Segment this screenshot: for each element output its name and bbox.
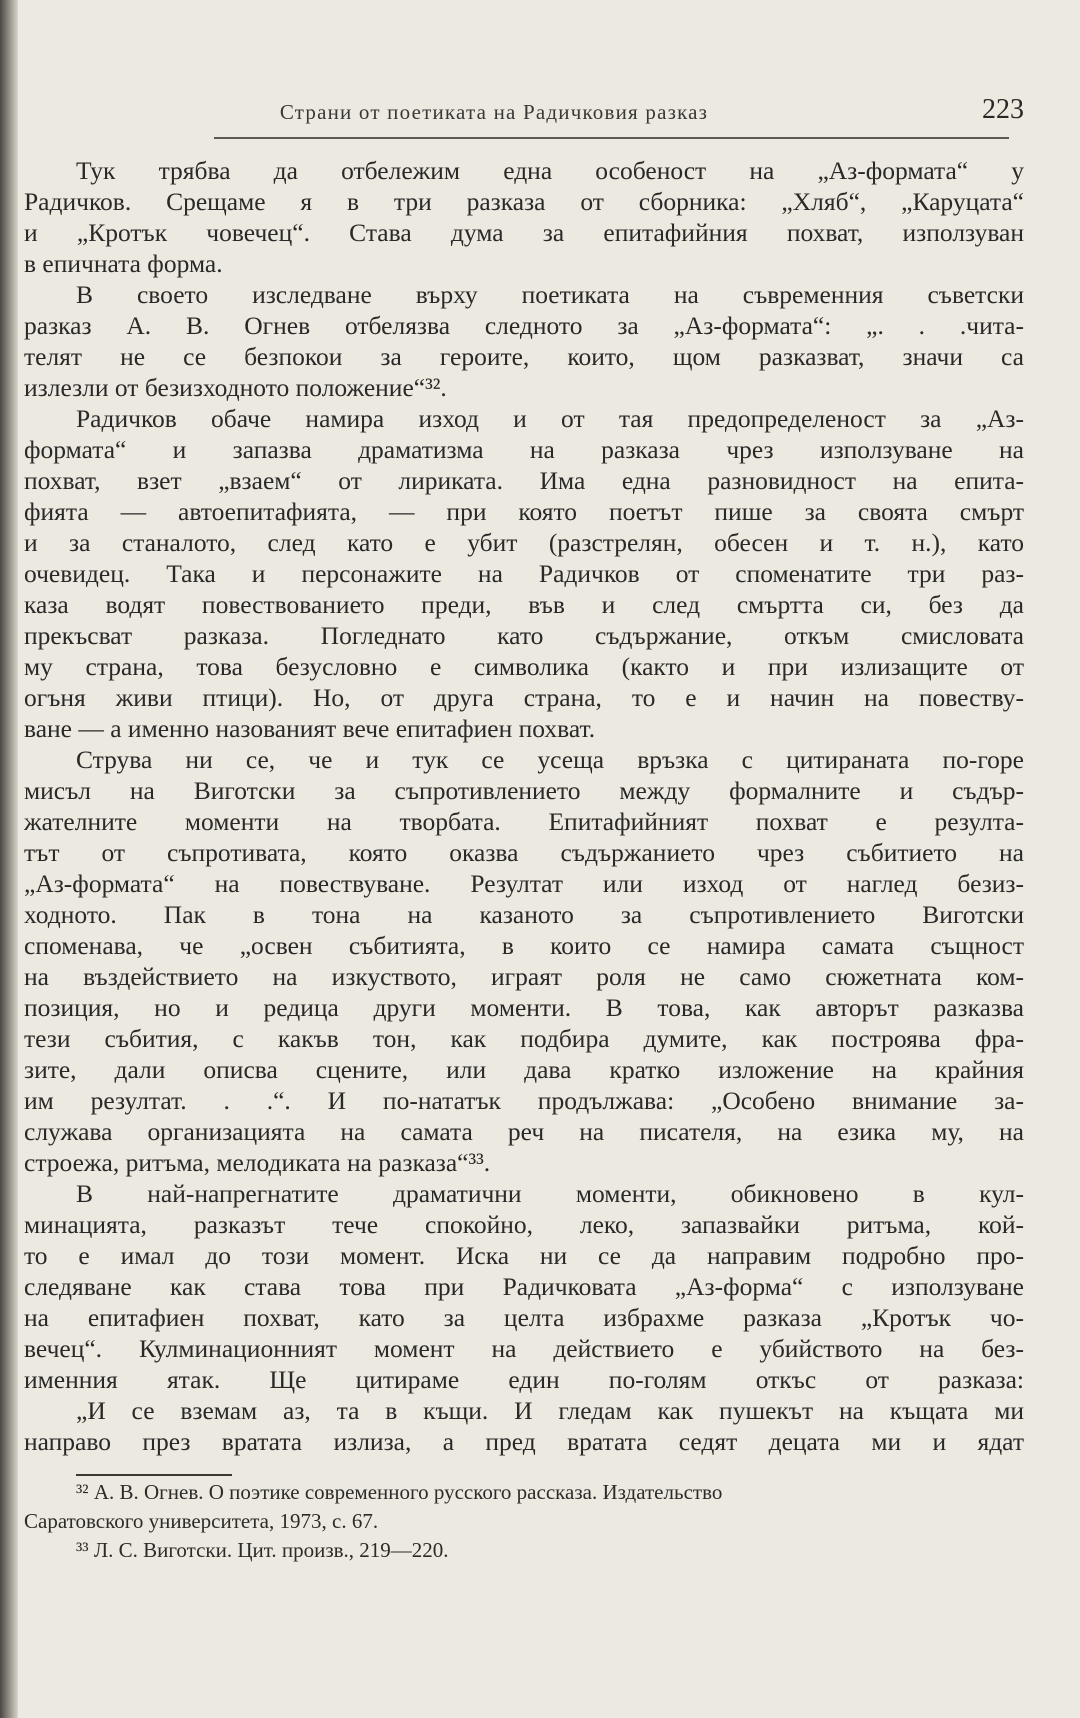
- text-line: минацията, разказът тече спокойно, леко, запазвайки ритъма, кой-: [24, 1210, 1024, 1239]
- text-line: похват, взет „взаем“ от лириката. Има една разновидност на епита-: [24, 466, 1024, 495]
- text-line: „И се вземам аз, та в къщи. И гледам как пушекът на къщата ми: [76, 1396, 1024, 1425]
- text-line: „Аз-формата“ на повествуване. Резултат или изход от наглед безиз-: [24, 869, 1024, 898]
- text-line: следяване как става това при Радичковата „Аз-форма“ с използуване: [24, 1272, 1024, 1301]
- text-line: служава организацията на самата реч на писателя, на езика му, на: [24, 1117, 1024, 1146]
- text-line: формата“ и запазва драматизма на разказа чрез използуване на: [24, 435, 1024, 464]
- footnote-rule: [76, 1474, 232, 1476]
- text-line: каза водят повествованието преди, във и след смъртта си, без да: [24, 590, 1024, 619]
- text-line: Струва ни се, че и тук се усеща връзка с цитираната по-горе: [76, 745, 1024, 774]
- text-line: зите, дали описва сцените, или дава кратко изложение на крайния: [24, 1055, 1024, 1084]
- body-text: [24, 155, 1024, 1457]
- book-page: [24, 0, 1024, 1718]
- text-line: мисъл на Виготски за съпротивлението между формалните и съдър-: [24, 776, 1024, 805]
- binding-shadow: [0, 0, 18, 1718]
- text-line: телят не се безпокои за героите, които, щом разказват, значи са: [24, 342, 1024, 371]
- text-line: вечец“. Кулминационният момент на действието е убийството на без-: [24, 1334, 1024, 1363]
- header-rule: [214, 137, 1009, 139]
- text-line: ходното. Пак в тона на казаното за съпротивлението Виготски: [24, 900, 1024, 929]
- text-line: В своето изследване върху поетиката на съвременния съветски: [76, 280, 1024, 309]
- page-number: 223: [982, 94, 1024, 125]
- text-line: и „Кротък човечец“. Става дума за епитафийния похват, използуван: [24, 218, 1024, 247]
- text-line: фията — автоепитафията, — при която поетът пише за своята смърт: [24, 497, 1024, 526]
- text-line: то е имал до този момент. Иска ни се да направим подробно про-: [24, 1241, 1024, 1270]
- text-line: направо през вратата излиза, а пред вратата седят децата ми и ядат: [24, 1427, 1024, 1456]
- footnote-32-continued: Саратовского университета, 1973, с. 67.: [24, 1509, 379, 1533]
- footnotes: [24, 1478, 1024, 1565]
- text-line: ване — а именно назованият вече епитафиен похват.: [24, 714, 596, 743]
- text-line: Тук трябва да отбележим една особеност на „Аз-формата“ у: [76, 156, 1024, 185]
- footnote-32: ³² А. В. Огнев. О поэтике современного русского рассказа. Издательство: [76, 1480, 723, 1504]
- text-line: и за станалото, след като е убит (разстрелян, обесен и т. н.), като: [24, 528, 1024, 557]
- text-line: строежа, ритъма, мелодиката на разказа“³³.: [24, 1148, 491, 1177]
- text-line: Радичков обаче намира изход и от тая предопределеност за „Аз-: [76, 404, 1024, 433]
- text-line: позиция, но и редица други моменти. В това, как авторът разказва: [24, 993, 1024, 1022]
- text-line: тът от съпротивата, която оказва съдържанието чрез събитието на: [24, 838, 1024, 867]
- text-line: излезли от безизходното положение“³².: [24, 373, 447, 402]
- text-line: именния ятак. Ще цитираме един по-голям откъс от разказа:: [24, 1365, 1024, 1394]
- text-line: на епитафиен похват, като за целта избрахме разказа „Кротък чо-: [24, 1303, 1024, 1332]
- text-line: споменава, че „освен събитията, в които се намира самата същност: [24, 931, 1024, 960]
- text-line: жателните моменти на творбата. Епитафийният похват е резулта-: [24, 807, 1024, 836]
- text-line: разказ А. В. Огнев отбелязва следното за „Аз-формата“: „. . .чита-: [24, 311, 1024, 340]
- text-line: на въздействието на изкуството, играят роля не само сюжетната ком-: [24, 962, 1024, 991]
- text-line: Радичков. Срещаме я в три разказа от сборника: „Хляб“, „Каруцата“: [24, 187, 1024, 216]
- text-line: им резултат. . .“. И по-нататък продължава: „Особено внимание за-: [24, 1086, 1024, 1115]
- text-line: огъня живи птици). Но, от друга страна, то е и начин на повеству-: [24, 683, 1024, 712]
- running-head: Страни от поетиката на Радичковия разказ: [279, 100, 709, 124]
- page-header: [24, 94, 1024, 134]
- text-line: очевидец. Така и персонажите на Радичков от споменатите три раз-: [24, 559, 1024, 588]
- text-line: в епичната форма.: [24, 249, 223, 278]
- text-line: В най-напрегнатите драматични моменти, обикновено в кул-: [76, 1179, 1024, 1208]
- text-line: тези събития, с какъв тон, как подбира думите, как построява фра-: [24, 1024, 1024, 1053]
- footnote-33: ³³ Л. С. Виготски. Цит. произв., 219—220.: [76, 1538, 449, 1562]
- text-line: му страна, това безусловно е символика (както и при излизащите от: [24, 652, 1024, 681]
- text-line: прекъсват разказа. Погледнато като съдържание, откъм смисловата: [24, 621, 1024, 650]
